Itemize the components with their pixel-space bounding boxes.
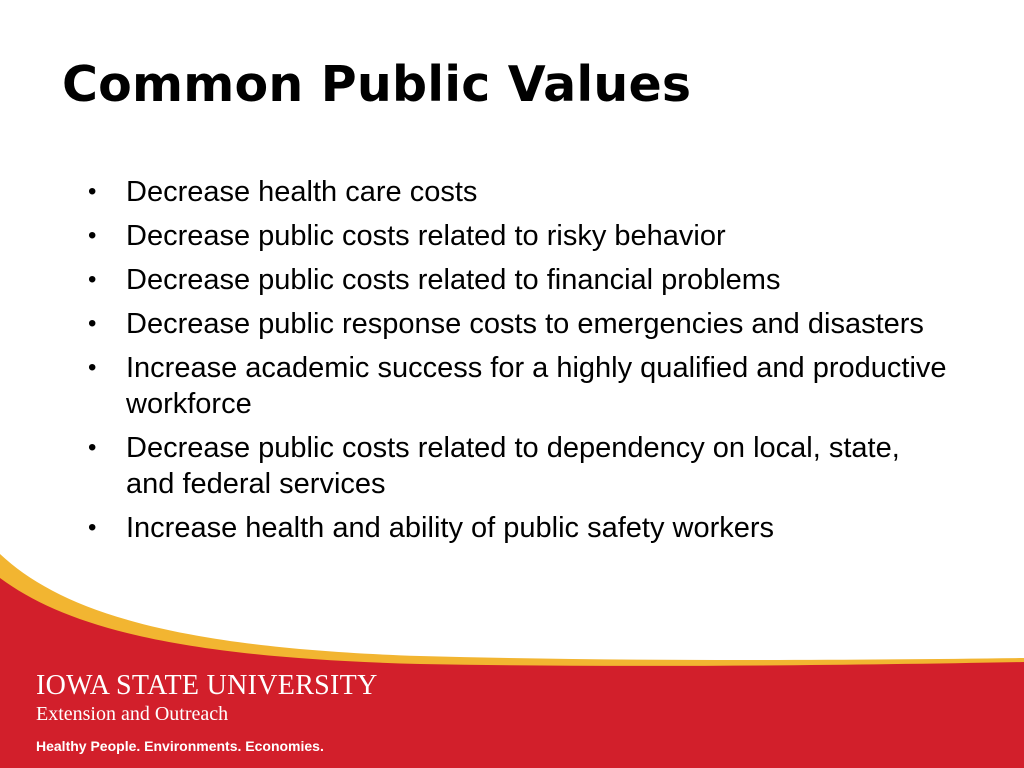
list-item (88, 262, 948, 298)
bullet-icon: • (88, 514, 97, 541)
slide-title: Common Public Values (62, 56, 692, 113)
bullet-icon: • (88, 222, 97, 249)
list-item-text: Decrease public costs related to dependency on local, state, and federal services (126, 432, 900, 500)
bullet-icon: • (88, 266, 97, 293)
bullet-icon: • (88, 310, 97, 337)
list-item (88, 350, 948, 422)
list-item (88, 430, 948, 502)
list-item-text: Increase health and ability of public safety workers (126, 512, 775, 544)
list-item (88, 306, 948, 342)
footer-tagline: Healthy People. Environments. Economies. (36, 738, 324, 754)
bullet-icon: • (88, 354, 97, 381)
university-name: IOWA STATE UNIVERSITY (36, 670, 378, 701)
bullet-icon: • (88, 178, 97, 205)
list-item-text: Increase academic success for a highly qualified and productive workforce (126, 352, 947, 420)
list-item-text: Decrease public costs related to risky behavior (126, 220, 726, 252)
list-item-text: Decrease health care costs (126, 176, 478, 208)
footer-logo (36, 672, 378, 754)
list-item (88, 174, 948, 210)
list-item-text: Decrease public response costs to emergencies and disasters (126, 308, 924, 340)
bullet-list (88, 174, 948, 554)
list-item-text: Decrease public costs related to financial problems (126, 264, 781, 296)
bullet-icon: • (88, 434, 97, 461)
university-subtitle: Extension and Outreach (36, 703, 229, 725)
list-item (88, 218, 948, 254)
